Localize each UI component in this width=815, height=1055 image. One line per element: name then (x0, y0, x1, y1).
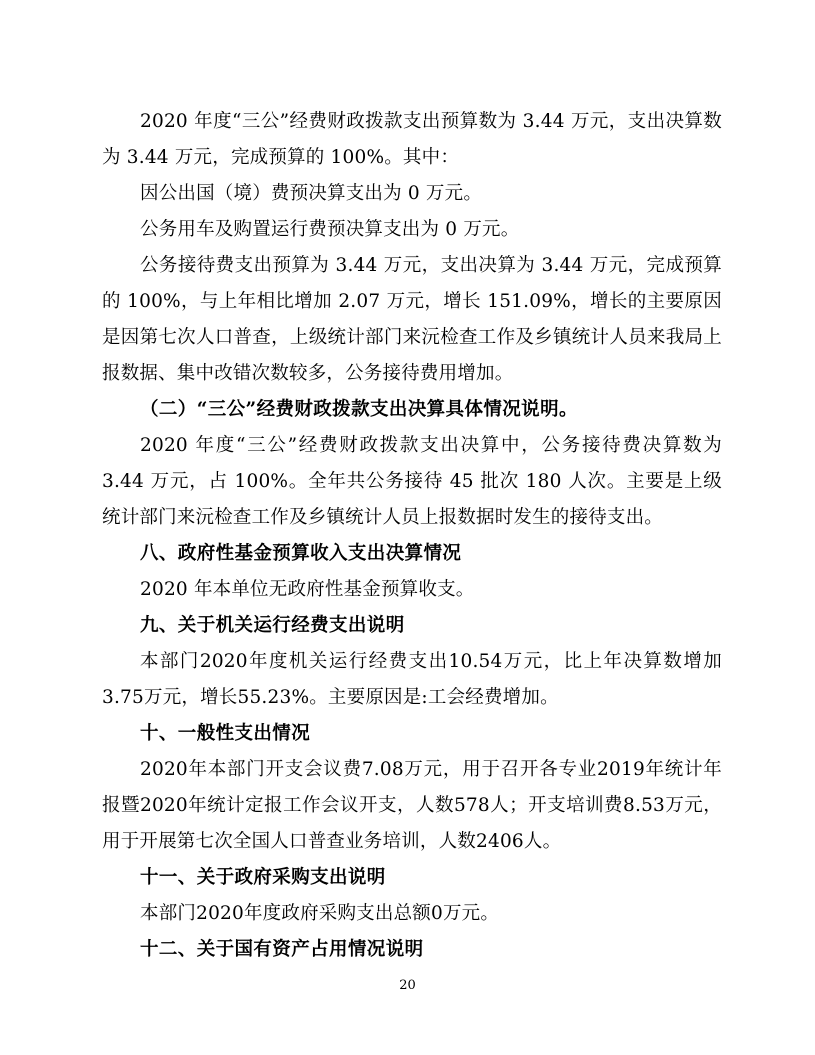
paragraph: 2020 年度“三公”经费财政拨款支出预算数为 3.44 万元，支出决算数为 3.44 万元，完成预算的 100%。其中： (102, 111, 722, 168)
section-heading: 十、一般性支出情况 (140, 723, 311, 744)
paragraph: 2020 年度“三公”经费财政拨款支出决算中，公务接待费决算数为 3.44 万元，占 100%。全年共公务接待 45 批次 180 人次。主要是上级统计部门来沅检查工作及乡镇统计人员上报数据时发生的接待支出。 (102, 435, 722, 528)
section-heading: 八、政府性基金预算收入支出决算情况 (140, 543, 462, 564)
section-heading: 十二、关于国有资产占用情况说明 (140, 939, 424, 960)
paragraph: 公务用车及购置运行费预决算支出为 0 万元。 (140, 219, 520, 240)
paragraph: 2020年本部门开支会议费7.08万元，用于召开各专业2019年统计年报暨2020年统计定报工作会议开支，人数578人；开支培训费8.53万元，用于开展第七次全国人口普查业务培训，人数2406人。 (102, 759, 722, 852)
section-heading: 十一、关于政府采购支出说明 (140, 867, 386, 888)
section-heading: 九、关于机关运行经费支出说明 (140, 615, 405, 636)
paragraph: 公务接待费支出预算为 3.44 万元，支出决算为 3.44 万元，完成预算的 100%，与上年相比增加 2.07 万元，增长 151.09%，增长的主要原因是因第七次人口普查，上级统计部门来沅检查工作及乡镇统计人员来我局上报数据、集中改错次数较多，公务接待费用增加。 (102, 255, 722, 384)
page-number: 20 (399, 978, 416, 993)
paragraph: 2020 年本单位无政府性基金预算收支。 (140, 579, 475, 600)
paragraph: 因公出国（境）费预决算支出为 0 万元。 (140, 183, 483, 204)
document-body (102, 104, 722, 968)
paragraph: 本部门2020年度机关运行经费支出10.54万元，比上年决算数增加3.75万元，增长55.23%。主要原因是:工会经费增加。 (102, 651, 722, 708)
section-heading: （二）“三公”经费财政拨款支出决算具体情况说明。 (140, 399, 578, 420)
paragraph: 本部门2020年度政府采购支出总额0万元。 (140, 903, 500, 924)
